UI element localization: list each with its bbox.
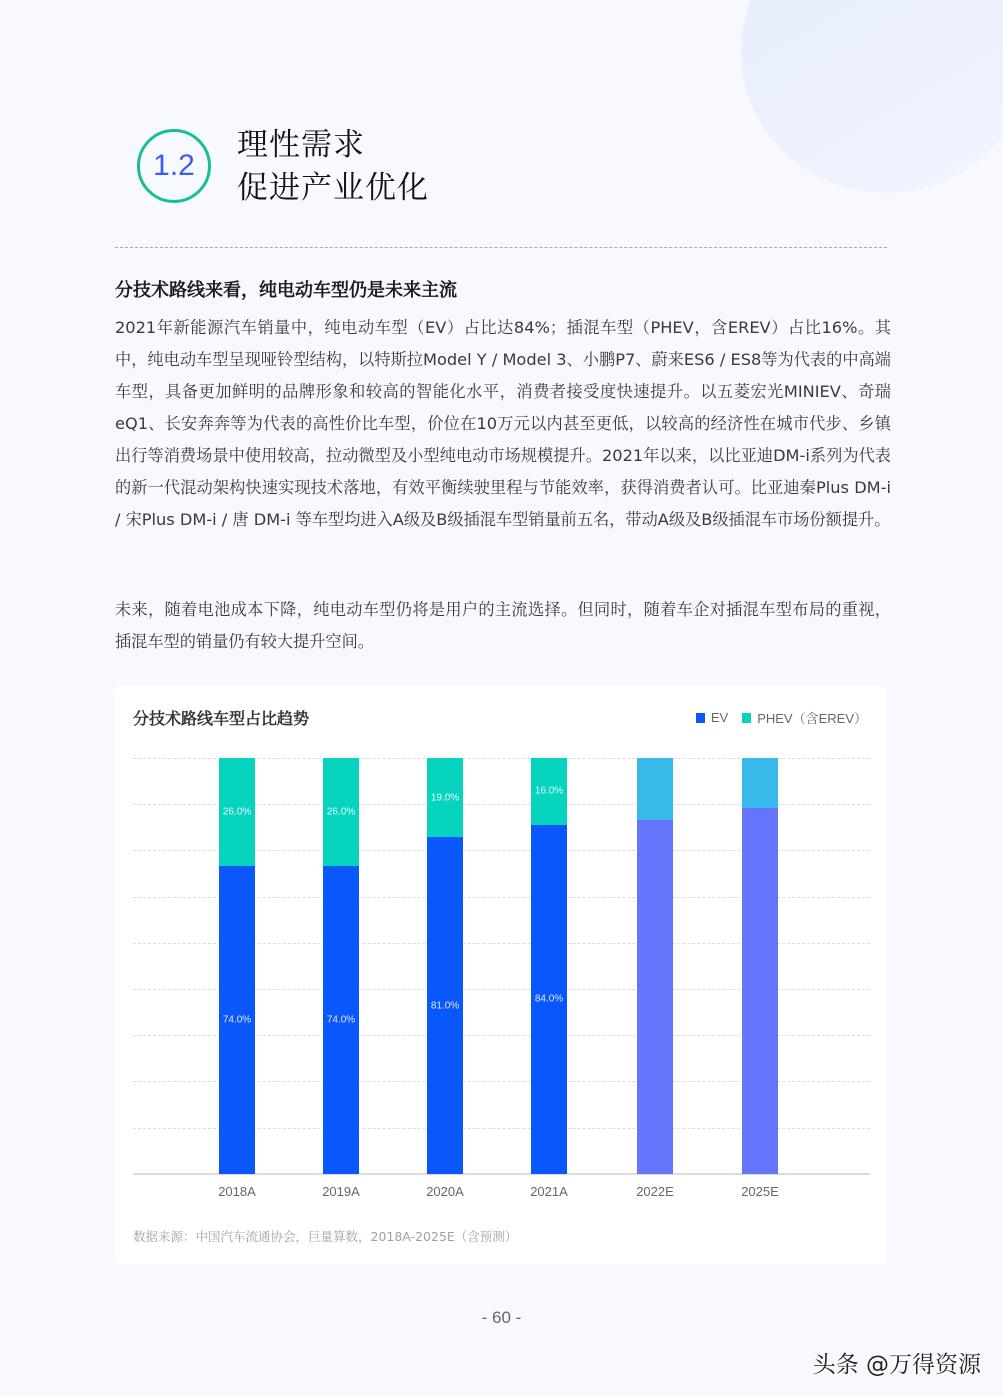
chart-source-note: 数据来源：中国汽车流通协会，巨量算数，2018A-2025E（含预测）: [133, 1229, 518, 1244]
bar-segment-ev: [637, 820, 673, 1174]
bar-segment-phev: [323, 758, 359, 866]
bar-value-label: 74.0%: [326, 1014, 356, 1026]
subheading: 分技术路线来看，纯电动车型仍是未来主流: [115, 280, 457, 301]
x-axis-label: 2018A: [218, 1184, 256, 1199]
section-divider: [115, 247, 887, 248]
bar-value-label: 26.0%: [326, 806, 356, 818]
chart-title: 分技术路线车型占比趋势: [133, 709, 310, 728]
x-axis-label: 2019A: [322, 1184, 360, 1199]
x-axis-label: 2021A: [530, 1184, 568, 1199]
section-title-line1: 理性需求: [237, 127, 365, 163]
bar-2025E: [742, 758, 778, 1174]
section-number-badge: [137, 129, 211, 203]
bar-value-label: 26.0%: [222, 806, 252, 818]
legend-swatch-phev-icon: [742, 713, 751, 723]
bar-segment-phev: [427, 758, 463, 837]
legend-label-phev: PHEV（含EREV）: [757, 711, 867, 726]
x-axis-label: 2022E: [636, 1184, 674, 1199]
bar-2022E: [637, 758, 673, 1174]
background-decor-circle: [741, 0, 1003, 193]
bar-2019A: [323, 758, 359, 1174]
section-title: [237, 124, 429, 210]
bar-segment-ev: [219, 866, 255, 1174]
bar-segment-phev: [219, 758, 255, 866]
bar-segment-ev: [742, 808, 778, 1174]
bar-value-label: 81.0%: [430, 1000, 460, 1011]
bar-segment-ev: [427, 837, 463, 1174]
bar-segment-phev: [637, 758, 673, 820]
bar-segment-ev: [531, 825, 567, 1174]
bar-2020A: [427, 758, 463, 1174]
legend-item-ev: [696, 708, 728, 727]
body-paragraph-2: 未来，随着电池成本下降，纯电动车型仍将是用户的主流选择。但同时，随着车企对插混车型布局的重视，插混车型的销量仍有较大提升空间。: [115, 600, 891, 651]
legend-item-phev: [742, 708, 867, 727]
bar-segment-phev: [742, 758, 778, 808]
body-paragraph-1: 2021年新能源汽车销量中，纯电动车型（EV）占比达84%；插混车型（PHEV，含EREV）占比16%。其中，纯电动车型呈现哑铃型结构，以特斯拉Model Y / Model 3、小鹏P7、蔚来ES6 / ES8等为代表的中高端车型，具备更加鲜明的品牌形象和较高的智能化水平，消费者接受度快速提升。以五菱宏光MINIEV、奇瑞eQ1、长安奔奔等为代表的高性价比车型，价位在10万元以内甚至更低，以较高的经济性在城市代步、乡镇出行等消费场景中使用较高，拉动微型及小型纯电动市场规模提升。2021年以来，以比亚迪DM-i系列为代表的新一代混动架构快速实现技术落地，有效平衡续驶里程与节能效率，获得消费者认可。比亚迪秦Plus DM-i / 宋Plus DM-i / 唐 DM-i 等车型均进入A级及B级插混车型销量前五名，带动A级及B级插混车市场份额提升。: [115, 318, 891, 529]
bar-2018A: [219, 758, 255, 1174]
bar-value-label: 19.0%: [430, 792, 460, 804]
legend-label-ev: EV: [710, 710, 729, 725]
bar-segment-phev: [531, 758, 567, 825]
watermark: 头条 @万得资源: [812, 1352, 981, 1378]
bar-value-label: 16.0%: [534, 785, 564, 797]
legend-swatch-ev-icon: [696, 713, 705, 723]
x-axis-label: 2020A: [426, 1184, 464, 1199]
bar-value-label: 74.0%: [222, 1014, 252, 1026]
bar-value-label: 84.0%: [534, 993, 564, 1005]
section-number: 1.2: [153, 149, 195, 182]
chart-legend: [696, 708, 867, 727]
page-number: - 60 -: [481, 1308, 522, 1327]
chart-card: [115, 686, 887, 1264]
section-title-line2: 促进产业优化: [237, 170, 429, 206]
bar-segment-ev: [323, 866, 359, 1174]
x-axis-label: 2025E: [741, 1184, 779, 1199]
chart-plot-area: [133, 758, 870, 1174]
bar-2021A: [531, 758, 567, 1174]
